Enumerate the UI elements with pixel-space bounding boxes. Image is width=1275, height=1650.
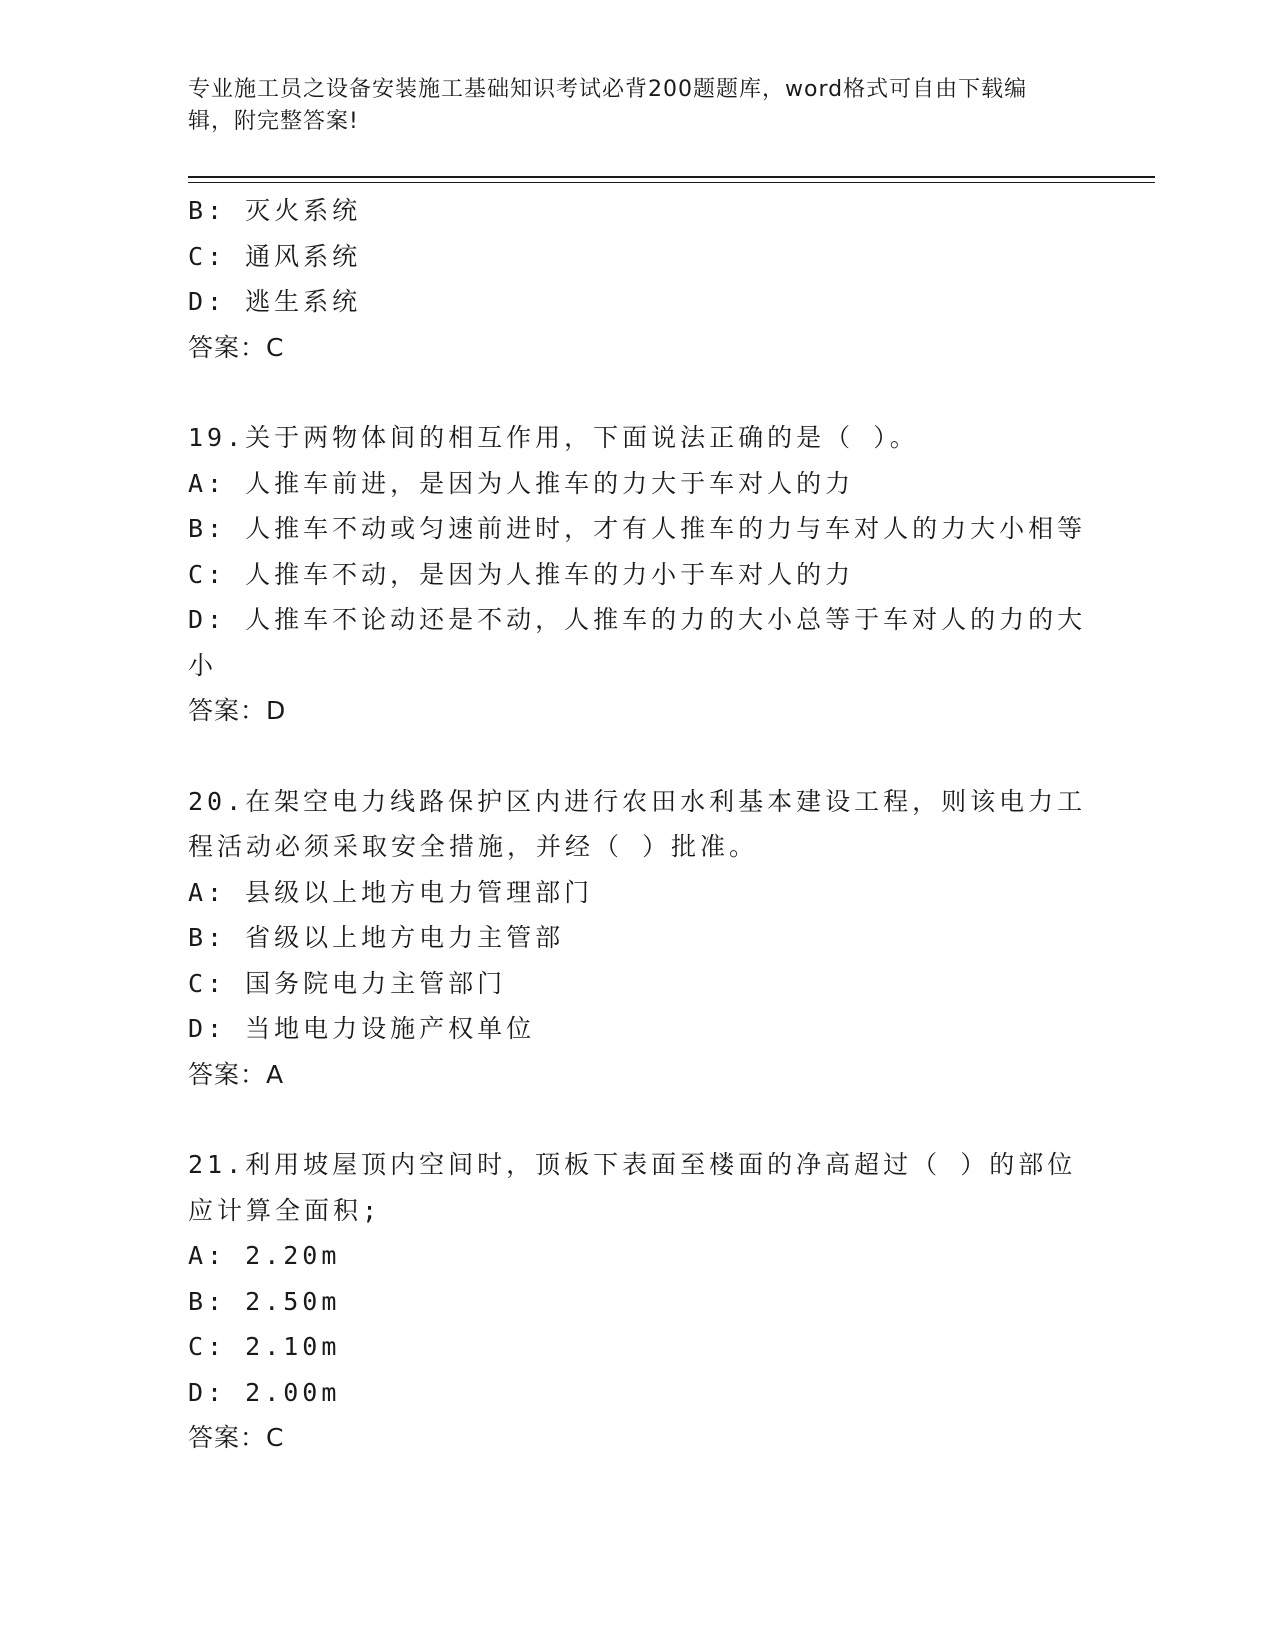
option-b: B: 人推车不动或匀速前进时，才有人推车的力与车对人的力大小相等 <box>188 514 1087 543</box>
answer-line: 答案：D <box>188 696 287 725</box>
option-c: C: 国务院电力主管部门 <box>188 968 507 998</box>
answer-line: 答案：C <box>188 1423 285 1452</box>
option-a: A: 县级以上地方电力管理部门 <box>188 877 594 907</box>
option-b: B: 灭火系统 <box>188 196 362 225</box>
option-c: C: 2.10m <box>188 1332 341 1361</box>
question-block-18 <box>188 188 1088 370</box>
option-a: A: 人推车前进，是因为人推车的力大于车对人的力 <box>188 468 855 498</box>
option-b: B: 省级以上地方电力主管部 <box>188 923 565 952</box>
header-divider-thick <box>188 176 1155 178</box>
option-c: C: 通风系统 <box>188 241 362 271</box>
option-d: D: 逃生系统 <box>188 287 362 316</box>
question-stem: 19.关于两物体间的相互作用，下面说法正确的是（ ）。 <box>188 423 919 452</box>
answer-line: 答案：A <box>188 1059 285 1089</box>
option-d: D: 当地电力设施产权单位 <box>188 1014 536 1043</box>
document-header <box>188 74 1068 138</box>
option-d: D: 2.00m <box>188 1377 341 1407</box>
question-stem: 21.利用坡屋顶内空间时，顶板下表面至楼面的净高超过（ ）的部位应计算全面积; <box>188 1150 1077 1225</box>
header-divider-thin <box>188 182 1155 183</box>
option-d: D: 人推车不论动还是不动，人推车的力的大小总等于车对人的力的大小 <box>188 605 1087 680</box>
question-block-19 <box>188 415 1088 734</box>
question-block-21 <box>188 1142 1088 1461</box>
question-block-20 <box>188 779 1088 1098</box>
answer-line: 答案：C <box>188 332 285 362</box>
option-a: A: 2.20m <box>188 1241 341 1270</box>
document-body <box>188 188 1088 1461</box>
question-stem: 20.在架空电力线路保护区内进行农田水利基本建设工程，则该电力工程活动必须采取安全措施，并经（ ）批准。 <box>188 786 1087 861</box>
option-c: C: 人推车不动，是因为人推车的力小于车对人的力 <box>188 559 855 589</box>
header-title: 专业施工员之设备安装施工基础知识考试必背200题题库，word格式可自由下载编辑，附完整答案! <box>188 77 1028 134</box>
option-b: B: 2.50m <box>188 1286 341 1316</box>
